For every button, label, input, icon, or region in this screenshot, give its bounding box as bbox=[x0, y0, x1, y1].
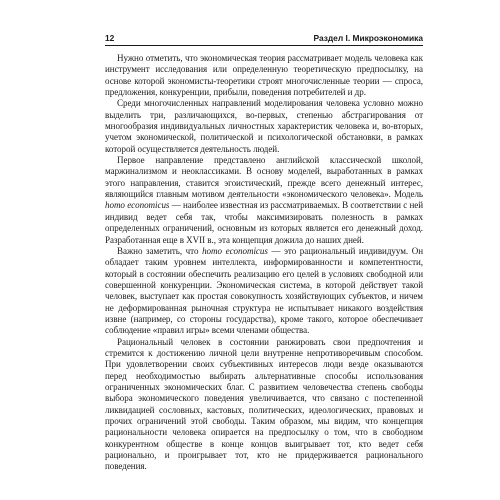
text-run: Первое направление представлено английской классической школой, маржинализмом и неоклассиками. В основу моделей, выработанных в рамках этого направления, ставится эгоистический, прежде всего денежный интерес, являющийся главным мотивом деятельности «экономического человека». Модель bbox=[105, 155, 423, 200]
book-page bbox=[105, 30, 423, 492]
italic-term: homo economicus bbox=[202, 245, 268, 256]
text-run: Нужно отметить, что экономическая теория рассматривает модель человека как инструмент исследования или определенную теоретическую предпосылку, на основе которой экономисты-теоретики строят многочисленные теории — спроса, предложения, конкуренции, прибыли, поведения потребителей и др. bbox=[105, 53, 423, 98]
paragraph bbox=[105, 155, 423, 246]
paragraph bbox=[105, 53, 423, 98]
body-text bbox=[105, 53, 423, 473]
italic-term: homo economicus bbox=[105, 200, 170, 211]
text-run: — это рациональный индивидуум. Он обладает таким уровнем интеллекта, информированности и компетентности, который в состоянии обеспечить реализацию его целей в условиях свободной или совершенной конкуренции. Экономическая система, в которой действует такой человек, выступает как простая совокупность хозяйствующих субъектов, и ничем не деформированная рыночная структура не испытывает никакого воздействия извне (например, со стороны государства), кроме такого, которое обеспечивает соблюдение «правил игры» всеми членами общества. bbox=[105, 245, 423, 336]
text-run: Важно заметить, что bbox=[117, 245, 203, 256]
page-number: 12 bbox=[105, 33, 115, 43]
text-run: — наиболее известная из рассматриваемых. В соответствии с ней индивид ведет себя так, чтобы максимизировать полезность в рамках определенных ограничений, основным из которых является его денежный доход. Разработанная еще в XVII в., эта концепция дожила до наших дней. bbox=[105, 200, 423, 245]
paragraph bbox=[105, 98, 423, 155]
text-run: Рациональный человек в состоянии ранжировать свои предпочтения и стремится к достижению личной цели внутренне непротиворечивым способом. При удовлетворении своих субъективных интересов люди везде оказываются перед необходимостью выбирать альтернативные способы использования ограниченных экономических благ. С развитием человечества степень свободы выбора экономического поведения увеличивается, что связано с постепенной ликвидацией сословных, кастовых, политических, идеологических, правовых и прочих ограничений этой свободы. Таким образом, мы видим, что концепция рациональности человека опирается на предпосылку о том, что в свободном конкурентном обществе в конце концов выигрывает тот, кто ведет себя рационально, и проигрывает тот, кто не придерживается рационального поведения. bbox=[105, 336, 423, 472]
paragraph bbox=[105, 337, 423, 473]
running-header bbox=[105, 30, 423, 46]
paragraph bbox=[105, 246, 423, 337]
text-run: Среди многочисленных направлений моделирования человека условно можно выделить три, различающихся, во-первых, степенью абстрагирования от многообразия индивидуальных личностных характеристик человека и, во-вторых, учетом экономической, политической и психологической обстановки, в рамках которой осуществляется деятельность людей. bbox=[105, 98, 423, 154]
section-title: Раздел I. Микроэкономика bbox=[313, 33, 423, 43]
